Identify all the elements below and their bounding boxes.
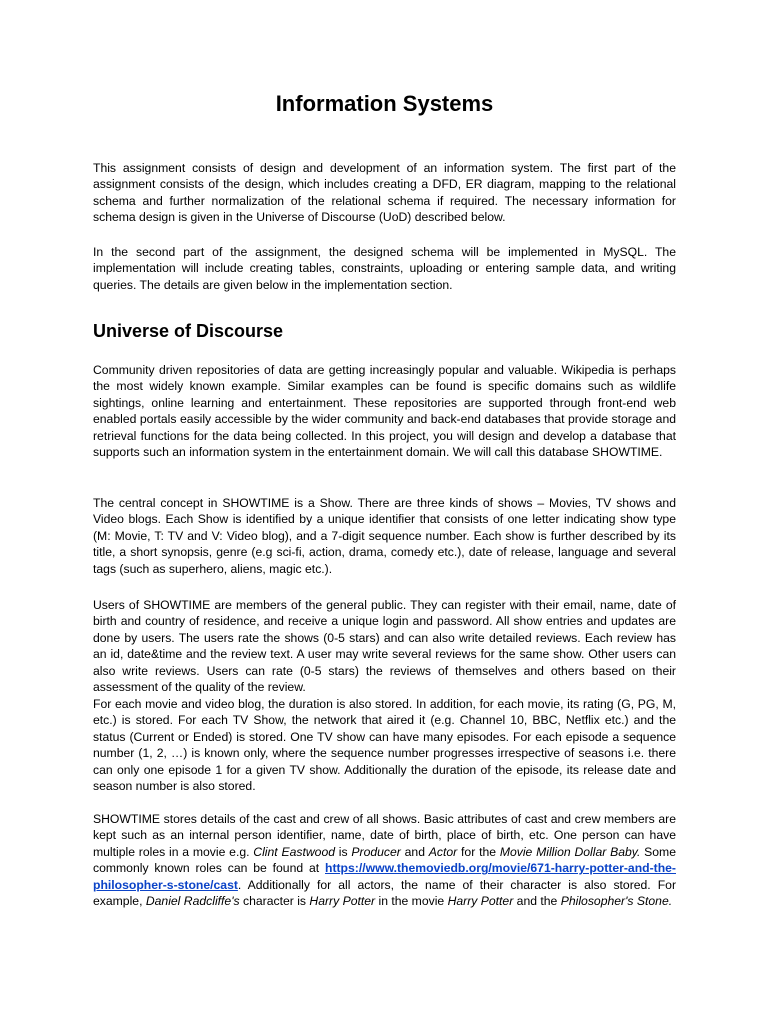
italic-run: Producer: [351, 844, 401, 859]
uod-paragraph-3: Users of SHOWTIME are members of the general public. They can register with their email, name, date of birth and country of residence, and receive a unique login and password. All show entries and updates are done by users. The users rate the shows (0-5 stars) and can also write detailed reviews. Each review has an id, date&time and the review text. A user may write several reviews for the same show. Other users can also write reviews. Users can rate (0-5 stars) the reviews of themselves and others based on their assessment of the quality of the review.: [93, 598, 676, 695]
uod-paragraph-5: [93, 811, 676, 909]
uod-paragraph-1: Community driven repositories of data are getting increasingly popular and valuable. Wikipedia is perhaps the most widely known example. Similar examples can be found is specific domains such as wildlife sightings, online learning and entertainment. These repositories are supported through front-end web enabled portals easily accessible by the wider community and back-end databases that provide storage and retrieval functions for the data being collected. In this project, you will design and develop a database that supports such an information system in the entertainment domain. We will call this database SHOWTIME.: [93, 363, 676, 460]
italic-run: Philosopher's Stone.: [560, 894, 673, 909]
section-heading-uod: Universe of Discourse: [93, 321, 284, 341]
italic-run: Harry Potter: [309, 894, 376, 909]
italic-run: Clint Eastwood: [253, 844, 335, 859]
text-run: is: [335, 844, 352, 859]
text-run: and: [400, 844, 429, 859]
text-run: for the: [457, 844, 500, 859]
text-run: SHOWTIME stores details of the cast and crew of all shows. Basic attributes of cast and crew members are kept such as an internal person identifier, name, date of birth, place of birth, etc. One person can have multiple roles in a movie e.g.: [93, 812, 676, 859]
intro-paragraph-1: This assignment consists of design and development of an information system. The first part of the assignment consists of the design, which includes creating a DFD, ER diagram, mapping to the relational schema and further normalization of the relational schema if required. The necessary information for schema design is given in the Universe of Discourse (UoD) described below.: [93, 161, 676, 225]
text-run: Some commonly known roles can be found at: [93, 844, 676, 876]
text-run: character is: [239, 894, 310, 909]
text-run: . Additionally for all actors, the name of their character is also stored. For example,: [93, 877, 676, 909]
text-run: in the movie: [375, 894, 448, 909]
italic-run: Movie Million Dollar Baby.: [499, 844, 641, 859]
page-title: Information Systems: [275, 91, 494, 116]
italic-run: Actor: [428, 844, 458, 859]
cast-link[interactable]: https://www.themoviedb.org/movie/671-harry-potter-and-the-philosopher-s-stone/cast: [93, 861, 676, 892]
intro-paragraph-2: In the second part of the assignment, the designed schema will be implemented in MySQL. The implementation will include creating tables, constraints, uploading or entering sample data, and writing queries. The details are given below in the implementation section.: [93, 245, 676, 292]
uod-paragraph-4: For each movie and video blog, the duration is also stored. In addition, for each movie, its rating (G, PG, M, etc.) is stored. For each TV Show, the network that aired it (e.g. Channel 10, BBC, Netflix etc.) and the status (Current or Ended) is stored. One TV show can have many episodes. For each episode a sequence number (1, 2, …) is known only, where the sequence number progresses irrespective of seasons i.e. there can only one episode 1 for a given TV show. Additionally the duration of the episode, its release date and season number is also stored.: [93, 697, 676, 794]
uod-paragraph-2: The central concept in SHOWTIME is a Show. There are three kinds of shows – Movies, TV shows and Video blogs. Each Show is identified by a unique identifier that consists of one letter indicating show type (M: Movie, T: TV and V: Video blog), and a 7-digit sequence number. Each show is further described by its title, a short synopsis, genre (e.g sci-fi, action, drama, comedy etc.), date of release, language and several tags (such as superhero, aliens, magic etc.).: [93, 496, 676, 576]
italic-run: Harry Potter: [447, 894, 514, 909]
text-run: and the: [513, 894, 561, 909]
italic-run: Daniel Radcliffe's: [145, 894, 240, 909]
